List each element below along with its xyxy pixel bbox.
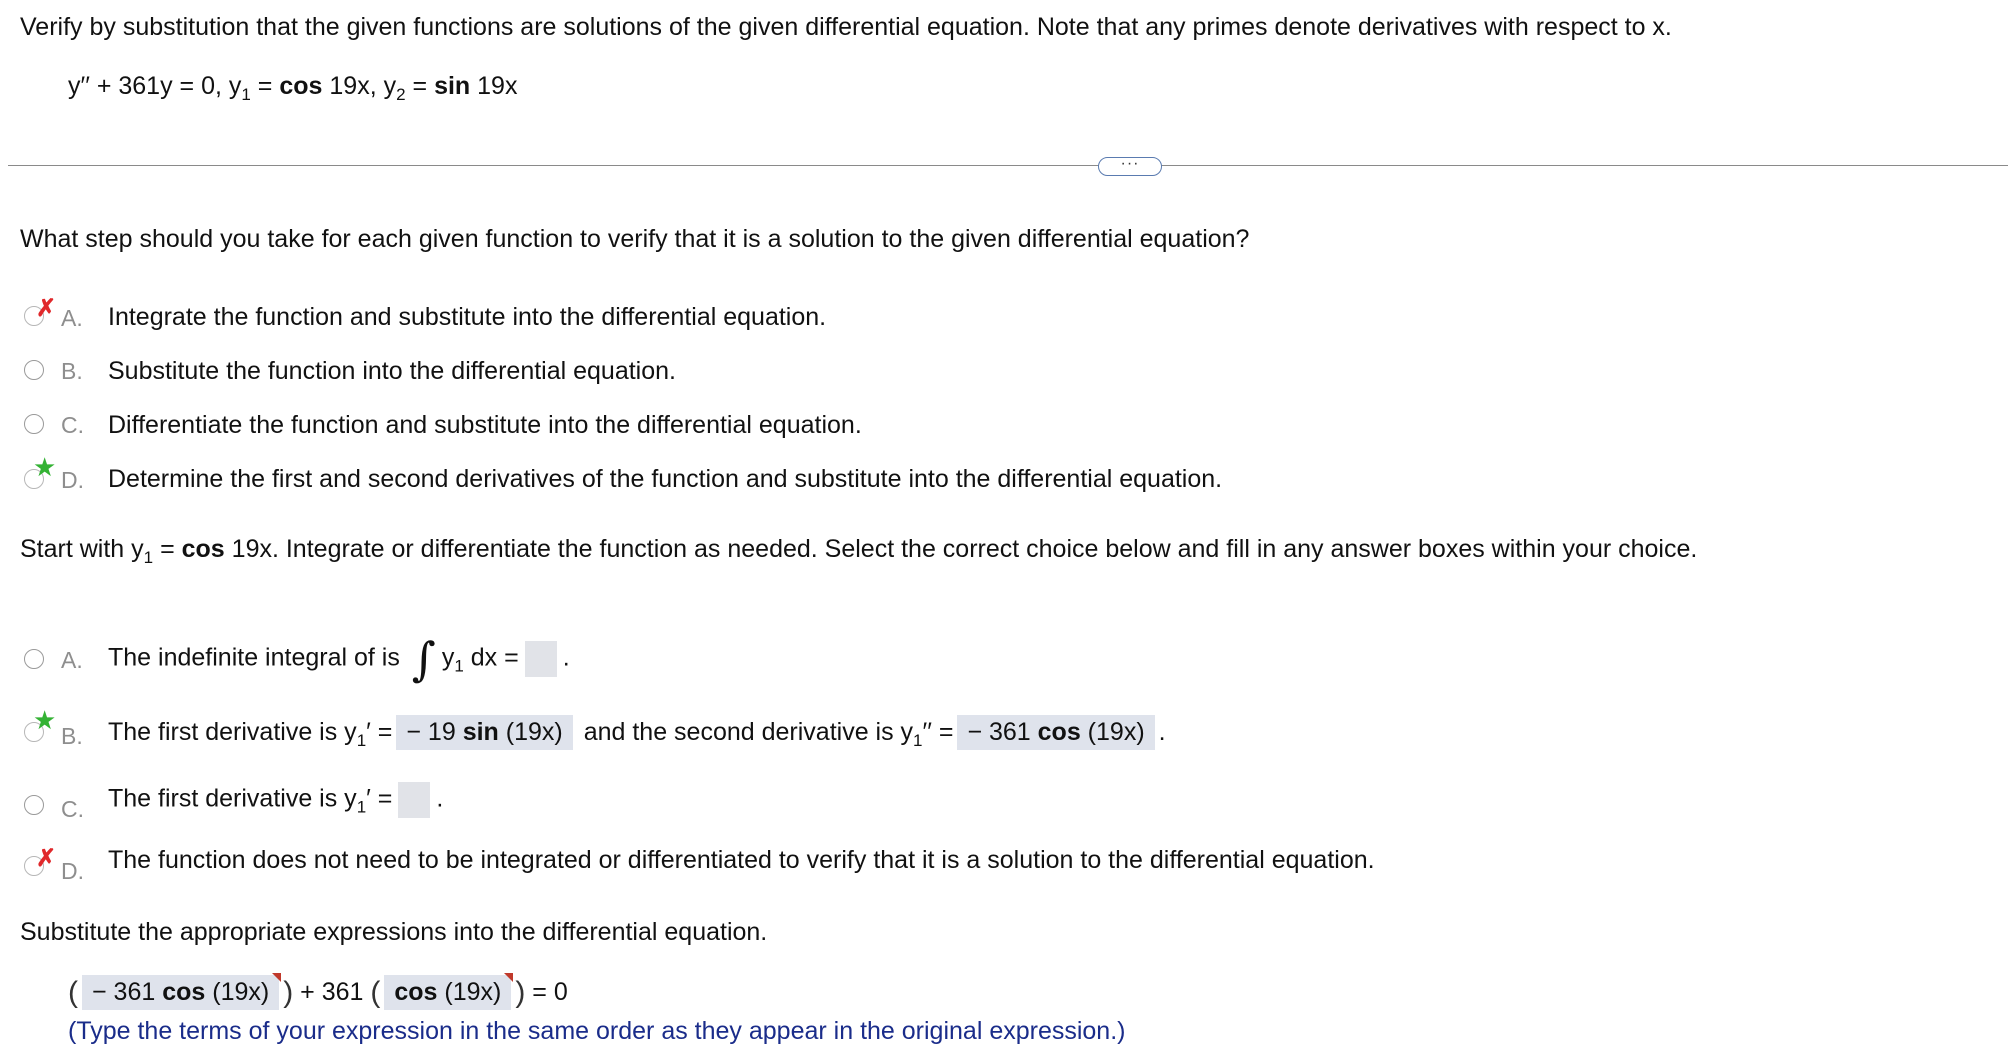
correct-star-icon: ★ xyxy=(33,705,57,735)
option-content: The indefinite integral of is ∫ $y_1$ dx = . xyxy=(108,631,570,686)
y1-subscript: 1 xyxy=(913,731,923,750)
option-letter: C. xyxy=(61,412,84,438)
open-paren: ( xyxy=(370,976,381,1009)
substitution-box-2[interactable] xyxy=(384,975,511,1010)
answer-pre: − 361 xyxy=(967,718,1038,746)
answer-post: (19x) xyxy=(1080,718,1145,746)
problem-instruction: Verify by substitution that the given functions are solutions of the given differential equation. Note that any primes denote derivatives with respect to x. xyxy=(20,13,1672,41)
y1-func: cos xyxy=(279,72,323,100)
equals-sign: = xyxy=(250,72,280,100)
close-paren: ) xyxy=(515,976,526,1009)
middle-term: + 361 xyxy=(293,978,364,1006)
option-letter: C. xyxy=(61,796,84,822)
option-text: Differentiate the function and substitute into the differential equation. xyxy=(108,411,862,439)
option-text: The first derivative is y xyxy=(108,784,357,813)
open-paren: ( xyxy=(68,976,78,1009)
option-letter: A. xyxy=(61,305,83,331)
y1-subscript: 1 xyxy=(241,85,251,104)
question1-text: What step should you take for each given function to verify that it is a solution to the given differential equation? xyxy=(20,225,1250,253)
option-letter: A. xyxy=(61,647,83,673)
box-func: cos xyxy=(394,978,438,1006)
box-post: (19x) xyxy=(205,978,270,1006)
y2-arg: 19x xyxy=(470,72,518,100)
q2-func: cos xyxy=(181,535,225,563)
option-text: The first derivative is y xyxy=(108,718,357,746)
answer-func: cos xyxy=(1037,718,1081,746)
option-text: Determine the first and second derivatives of the function and substitute into the differential equation. xyxy=(108,465,1223,493)
equation-lhs: y′′ + 361y = 0, y xyxy=(68,72,242,100)
radio-button[interactable] xyxy=(24,795,44,815)
close-paren: ) xyxy=(283,976,294,1009)
option-text: The indefinite integral of is xyxy=(108,643,400,672)
y2-func: sin xyxy=(434,72,471,100)
box-post: (19x) xyxy=(437,978,502,1006)
answer-pre: − 19 xyxy=(406,718,463,746)
y1-subscript: 1 xyxy=(143,548,154,567)
option-letter: B. xyxy=(61,358,83,384)
first-derivative-answer[interactable] xyxy=(396,715,572,750)
period: . xyxy=(436,784,444,813)
option-text-2: and the second derivative is y xyxy=(583,718,914,746)
option-content xyxy=(108,782,443,818)
y1-subscript: 1 xyxy=(356,731,367,750)
option-letter: B. xyxy=(61,723,83,749)
correct-star-icon: ★ xyxy=(33,452,57,482)
radio-button[interactable] xyxy=(24,360,44,380)
substitution-expression xyxy=(68,975,568,1010)
expand-button[interactable]: ··· xyxy=(1098,157,1162,176)
prime-equals: ′ = xyxy=(366,718,393,746)
option-text: Integrate the function and substitute into the differential equation. xyxy=(108,303,827,331)
section-divider xyxy=(8,165,2008,166)
option-letter: D. xyxy=(61,467,84,493)
wrong-x-icon: ✗ xyxy=(36,845,57,872)
option-letter: D. xyxy=(61,858,84,884)
option-text: Substitute the function into the differential equation. xyxy=(108,357,676,385)
question2-text xyxy=(20,535,1698,567)
integral-dx: dx = xyxy=(463,643,519,672)
option-text: The function does not need to be integrated or differentiated to verify that it is a solution to the differential equation. xyxy=(108,846,1375,874)
equals-sign: = xyxy=(153,535,182,563)
option-content xyxy=(108,715,1166,750)
y1-arg: 19x, y xyxy=(322,72,397,100)
y1-subscript: 1 xyxy=(356,797,367,817)
period: . xyxy=(1158,718,1166,746)
box-pre: − 361 xyxy=(92,978,163,1006)
radio-button[interactable] xyxy=(24,649,44,669)
y2-subscript: 2 xyxy=(396,85,406,104)
second-derivative-answer[interactable] xyxy=(957,715,1154,750)
problem-equation xyxy=(68,72,518,104)
radio-button[interactable] xyxy=(24,414,44,434)
q2-pre: Start with y xyxy=(20,535,144,563)
integral-var: y xyxy=(441,643,455,672)
period: . xyxy=(562,643,570,672)
integral-subscript: 1 xyxy=(454,656,464,676)
question3-text: Substitute the appropriate expressions into the differential equation. xyxy=(20,918,768,946)
equals-zero: = 0 xyxy=(525,978,568,1006)
answer-func: sin xyxy=(462,718,499,746)
equals-sign: = xyxy=(405,72,435,100)
answer-post: (19x) xyxy=(498,718,563,746)
integral-answer-box[interactable] xyxy=(525,641,557,677)
box-func: cos xyxy=(162,978,206,1006)
first-derivative-answer-box[interactable] xyxy=(398,782,430,818)
q2-post: 19x. Integrate or differentiate the function as needed. Select the correct choice below and fill in any answer boxes within your choice. xyxy=(224,535,1698,563)
hint-text: (Type the terms of your expression in the same order as they appear in the original expression.) xyxy=(68,1017,1126,1045)
substitution-box-1[interactable] xyxy=(82,975,279,1010)
wrong-x-icon: ✗ xyxy=(36,295,57,322)
double-prime-equals: ′′ = xyxy=(922,718,954,746)
prime-equals: ′ = xyxy=(366,784,393,813)
